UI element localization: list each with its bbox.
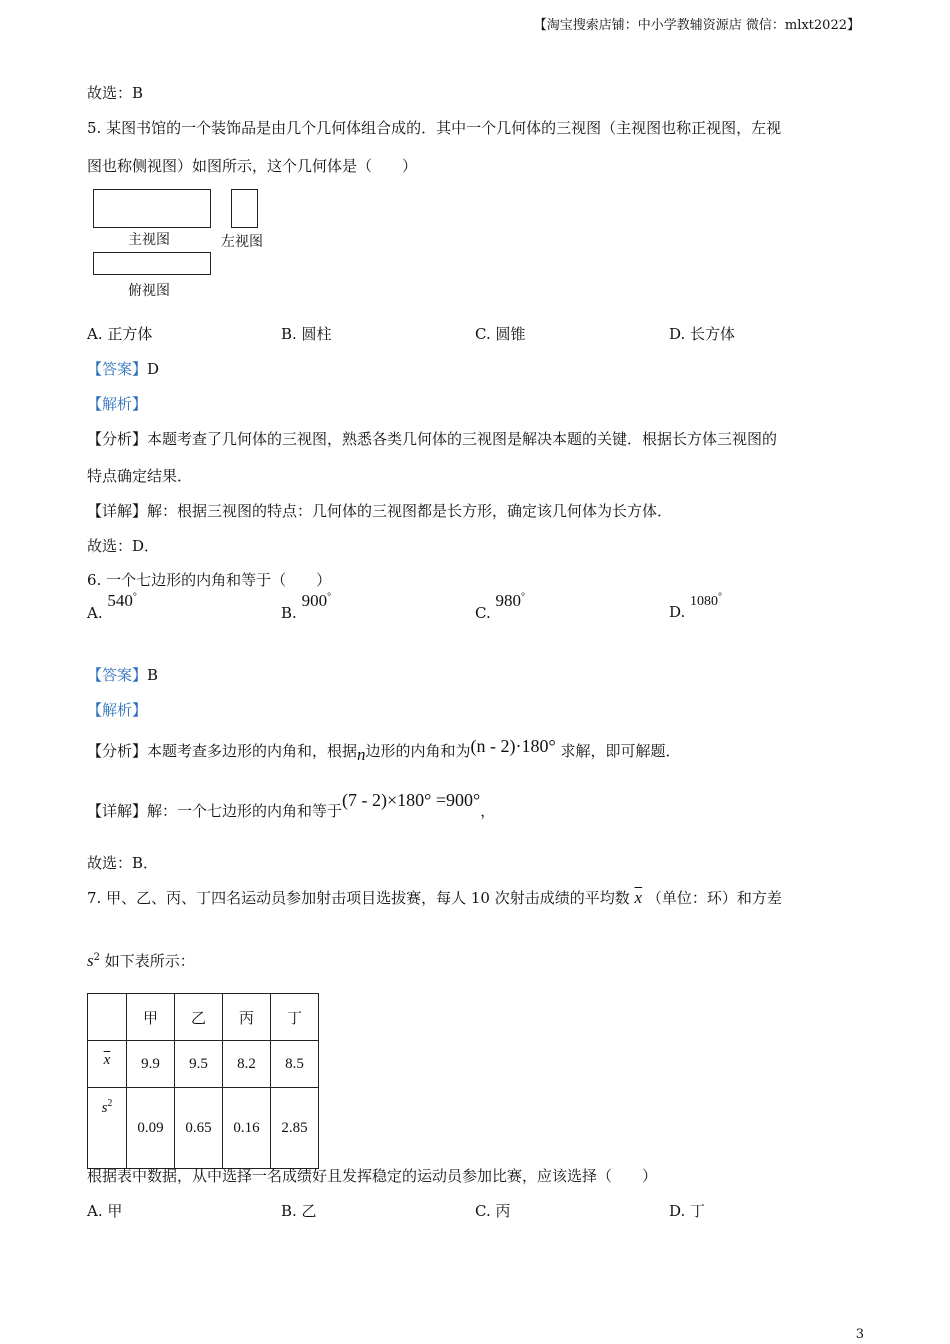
q5-fenxi-line2: 特点确定结果．: [87, 467, 193, 485]
fenxi-text-pre: 本题考查多边形的内角和，根据: [147, 742, 358, 760]
table-cell: 0.16: [223, 1088, 271, 1169]
stem-text-post: （单位：环）和方差: [646, 889, 782, 907]
formula-heptagon: (7 - 2)×180° =900°: [342, 790, 481, 810]
top-view-label: 俯视图: [128, 283, 170, 299]
q6-conclusion: 故选：B．: [87, 854, 159, 872]
table-cell: 8.2: [223, 1041, 271, 1088]
table-cell: 9.9: [127, 1041, 175, 1088]
answer-tag: 【答案】: [87, 666, 148, 684]
q7-option-d: D. 丁: [669, 1202, 706, 1220]
q5-option-b: B. 圆柱: [281, 325, 332, 343]
front-view-label: 主视图: [128, 232, 170, 248]
fenxi-tag: 【分析】: [87, 742, 148, 760]
table-cell: 0.09: [127, 1088, 175, 1169]
table-header-cell: 乙: [175, 994, 223, 1041]
table-header-row: [88, 994, 319, 1041]
top-view-rect: [93, 252, 211, 275]
table-cell: 2.85: [271, 1088, 319, 1169]
left-view-rect: [231, 189, 258, 228]
q6-option-c: [475, 591, 525, 623]
option-number: 900: [301, 591, 328, 610]
var-n: n: [357, 745, 366, 764]
degree-sign: °: [718, 591, 723, 603]
q4-conclusion: 故选：B: [87, 84, 144, 102]
front-view-rect: [93, 189, 211, 228]
table-cell: 9.5: [175, 1041, 223, 1088]
q7-option-b: B. 乙: [281, 1202, 317, 1220]
q7-question: 根据表中数据，从中选择一名成绩好且发挥稳定的运动员参加比赛，应该选择（ ）: [87, 1167, 658, 1185]
left-view-label: 左视图: [221, 234, 263, 250]
degree-sign: °: [132, 591, 137, 603]
option-letter: C.: [475, 604, 491, 622]
fenxi-tag: 【分析】: [87, 430, 148, 448]
q7-stem-line1: [87, 887, 782, 908]
q7-option-a: A. 甲: [87, 1202, 123, 1220]
fenxi-text: 本题考查了几何体的三视图，熟悉各类几何体的三视图是解决本题的关键．根据长方体三视图的: [147, 430, 778, 448]
q5-conclusion: 故选：D．: [87, 537, 160, 555]
xiangjie-text: 解：根据三视图的特点：几何体的三视图都是长方形，确定该几何体为长方体．: [147, 502, 673, 520]
q5-xiangjie: [87, 500, 672, 521]
score-table: [87, 993, 319, 1169]
row-label-variance: [88, 1088, 127, 1169]
answer-value: D: [147, 360, 160, 378]
xiangjie-tag: 【详解】: [87, 802, 148, 820]
q5-stem-line2: 图也称侧视图）如图所示，这个几何体是（ ）: [87, 157, 418, 175]
row-label-mean: [88, 1041, 127, 1088]
option-letter: B.: [281, 604, 297, 622]
answer-value: B: [147, 666, 159, 684]
table-header-cell: 甲: [127, 994, 175, 1041]
q6-xiangjie: [87, 790, 496, 821]
table-header-cell: 丙: [223, 994, 271, 1041]
xiangjie-text-pre: 解：一个七边形的内角和等于: [147, 802, 343, 820]
var-x-bar: $\overline{x}$: [634, 888, 643, 907]
var-s-sup: 2: [107, 1098, 113, 1109]
option-value: [690, 591, 723, 609]
q5-analysis-tag: 【解析】: [87, 395, 148, 413]
q6-option-a: [87, 591, 137, 623]
var-s: s: [87, 951, 94, 970]
option-number: 540: [107, 591, 133, 610]
stem-text: 如下表所示：: [104, 952, 195, 970]
page-number: 3: [855, 1327, 864, 1342]
option-value: [496, 591, 526, 610]
option-number: 1080: [690, 594, 719, 609]
option-value: [107, 591, 137, 610]
option-number: 980: [495, 591, 521, 610]
q5-answer: [87, 358, 159, 379]
q6-fenxi: [87, 736, 681, 764]
table-header-cell: 丁: [271, 994, 319, 1041]
q6-stem: 6. 一个七边形的内角和等于（ ）: [87, 571, 332, 589]
answer-tag: 【答案】: [87, 360, 148, 378]
formula-angle-sum: (n - 2)·180°: [470, 736, 556, 756]
xiangjie-text-post: ，: [480, 802, 496, 820]
xiangjie-tag: 【详解】: [87, 502, 148, 520]
q7-option-c: C. 丙: [475, 1202, 511, 1220]
q5-option-a: A. 正方体: [87, 325, 153, 343]
q5-option-c: C. 圆锥: [475, 325, 526, 343]
option-letter: A.: [87, 604, 103, 622]
table-row-variance: [88, 1088, 319, 1169]
stem-text: 7. 甲、乙、丙、丁四名运动员参加射击项目选拔赛，每人 10 次射击成绩的平均数: [87, 889, 630, 907]
q5-fenxi-line1: [87, 428, 777, 449]
fenxi-text-mid: 边形的内角和为: [365, 742, 471, 760]
var-x-bar: $\overline{x}$: [103, 1051, 111, 1068]
fenxi-text-post: 求解，即可解题．: [560, 742, 681, 760]
var-s: s: [101, 1100, 108, 1116]
table-cell: 8.5: [271, 1041, 319, 1088]
q7-stem-line2: [87, 950, 195, 971]
table-corner-cell: [88, 994, 127, 1041]
option-value: [302, 591, 332, 610]
table-row-mean: [88, 1041, 319, 1088]
option-letter: D.: [669, 603, 686, 621]
degree-sign: °: [521, 591, 525, 603]
q5-option-d: D. 长方体: [669, 325, 736, 343]
q5-stem-line1: 5. 某图书馆的一个装饰品是由几个几何体组合成的．其中一个几何体的三视图（主视图也称正视图，左视: [87, 119, 782, 137]
q6-option-b: [281, 591, 332, 623]
q6-option-d: [669, 591, 723, 622]
table-cell: 0.65: [175, 1088, 223, 1169]
page-header: 【淘宝搜索店铺：中小学教辅资源店 微信：mlxt2022】: [533, 18, 860, 33]
degree-sign: °: [327, 591, 332, 603]
var-s-sup: 2: [93, 952, 100, 963]
q6-analysis-tag: 【解析】: [87, 701, 148, 719]
q6-answer: [87, 664, 158, 685]
